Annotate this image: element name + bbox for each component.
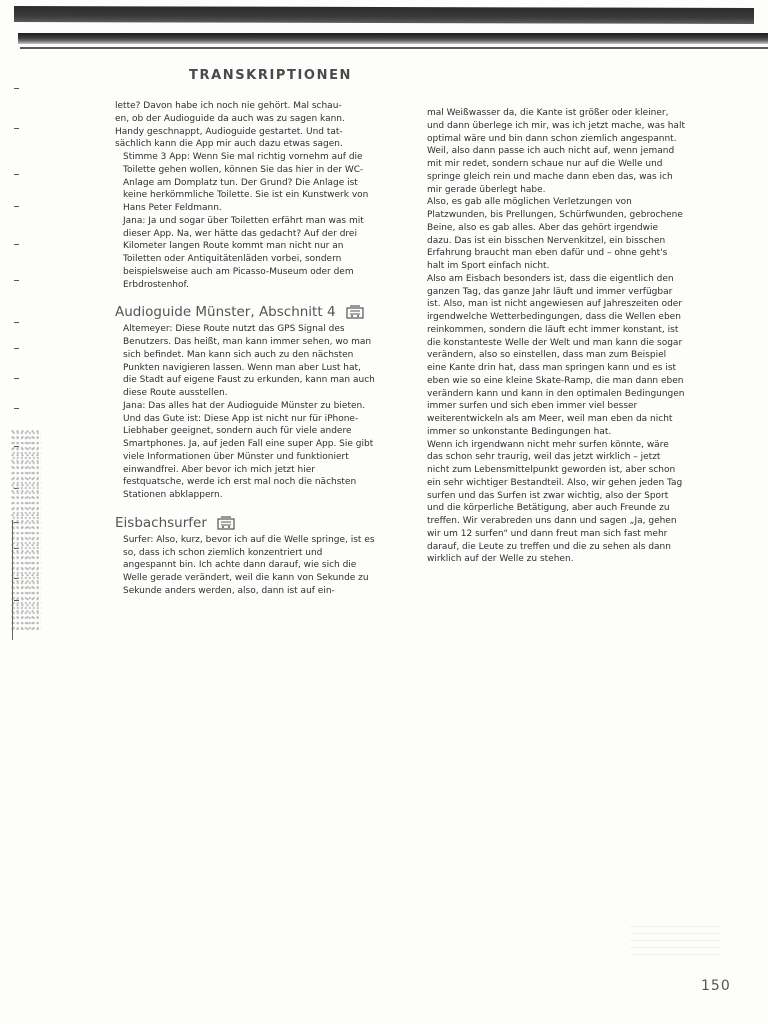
paragraph: Also, es gab alle möglichen Verletzungen von Platzwunden, bis Prellungen, Schürfwunden, gebrochene Beine, also es gab alles. Aber das gehört irgendwie dazu. Das ist ein bisschen Nervenkitzel, ein bisschen Erfahrung braucht man eben dafür und – ohne geht's halt im Sport einfach nicht. <box>427 197 683 271</box>
intro-line: lette? Davon habe ich noch nie gehört. Mal schau- <box>115 101 342 111</box>
section-heading-audioguide <box>115 304 377 320</box>
paragraph: Wenn ich irgendwann nicht mehr surfen könnte, wäre das schon sehr traurig, weil das jetzt wirklich – jetzt nicht zum Lebensmittelpunkt geworden ist, aber schon ein sehr wichtiger Bestandteil. Also, wir gehen jeden Tag surfen und das Surfen ist zwar wichtig, also der Sport und die körperliche Betätigung, aber auch Freunde zu treffen. Wir verabreden uns dann und sagen „Ja, gehen wir um 12 surfen" und dann freut man sich fast mehr darauf, die Leute zu treffen und die zu sehen als dann wirklich auf der Welle zu stehen. <box>427 439 683 565</box>
faded-lines <box>630 920 720 960</box>
page-number: 150 <box>701 978 731 994</box>
speech-stimme3: Stimme 3 App: Wenn Sie mal richtig vornehm auf die Toilette gehen wollen, können Sie das hier in der WC-Anlage am Domplatz tun. Der Grund? Die Anlage ist keine herkömmliche Toilette. Sie ist ein Kunstwerk von Hans Peter Feldmann. <box>123 152 369 213</box>
header-rule <box>18 33 768 44</box>
binding-line <box>12 520 13 640</box>
section-title: Audioguide Münster, Abschnitt 4 <box>115 304 336 321</box>
speech-jana: Jana: Ja und sogar über Toiletten erfährt man was mit dieser App. Na, wer hätte das gedacht? Auf der drei Kilometer langen Route kommt man nicht nur an Toiletten oder Antiquitätenläden vorbei, sondern beispielsweise auch am Picasso-Museum oder dem Erbdrostenhof. <box>123 215 364 290</box>
scan-noise <box>11 430 41 630</box>
header-rule-thin <box>20 47 768 49</box>
scan-border-top <box>14 6 754 24</box>
section-heading-eisbachsurfer <box>115 515 377 531</box>
intro-line: en, ob der Audioguide da auch was zu sagen kann. <box>115 113 345 124</box>
intro-line: Handy geschnappt, Audioguide gestartet. Und tat- <box>115 126 343 137</box>
audio-track-icon <box>346 305 364 319</box>
speech-altemeyer: Altemeyer: Diese Route nutzt das GPS Signal des Benutzers. Das heißt, man kann immer sehen, wo man sich befindet. Man kann sich auch zu den nächsten Punkten navigieren lassen. Wenn man aber Lust hat, die Stadt auf eigene Faust zu erkunden, kann man auch diese Route ausstellen. <box>123 324 375 398</box>
audio-track-icon <box>217 516 235 530</box>
speech-jana: Jana: Das alles hat der Audioguide Münster zu bieten. Und das Gute ist: Diese App ist nicht nur für iPhone-Liebhaber geeignet, sondern auch für viele andere Smartphones. Ja, auf jeden Fall eine super App. Sie gibt viele Informationen über Münster und funktioniert einwandfrei. Aber bevor ich mich jetzt hier festquatsche, werde ich erst mal noch die nächsten Stationen abklappern. <box>123 400 374 500</box>
page-title: TRANSKRIPTIONEN <box>189 68 353 83</box>
paragraph: Also am Eisbach besonders ist, dass die eigentlich den ganzen Tag, das ganze Jahr läuft und immer verfügbar ist. Also, man ist nicht angewiesen auf Jahreszeiten oder irgendwelche Wetterbedingungen, dass die Wellen eben reinkommen, sondern die läuft echt immer konstant, ist die konstanteste Welle der Welt und man kann die sogar verändern, also so einstellen, dass man zum Beispiel eine Kante drin hat, dass man springen kann und es ist eben wie so eine kleine Skate-Ramp, die man dann eben verändern kann und kann in den optimalen Bedingungen immer surfen und sich eben immer viel besser weiterentwickeln als am Meer, weil man eben da nicht immer so unkonstante Bedingungen hat. <box>427 273 685 437</box>
left-column <box>115 100 377 598</box>
paragraph: mal Weißwasser da, die Kante ist größer oder kleiner, und dann überlege ich mir, was ich jetzt mache, was halt optimal wäre und bin dann schon ziemlich angespannt. Weil, also dann passe ich auch nicht auf, wenn jemand mit mir redet, sondern schaue nur auf die Welle und springe gleich rein und mache dann eben das, was ich mir gerade überlegt habe. <box>427 108 685 195</box>
intro-line: sächlich kann die App mir auch dazu etwas sagen. <box>115 139 343 150</box>
section-title: Eisbachsurfer <box>115 514 207 531</box>
right-column <box>427 107 685 566</box>
speech-surfer: Surfer: Also, kurz, bevor ich auf die Welle springe, ist es so, dass ich schon ziemlich konzentriert und angespannt bin. Ich achte dann darauf, wie sich die Welle gerade verändert, weil die kann von Sekunde zu Sekunde anders werden, also, dann ist auf ein- <box>123 534 375 596</box>
